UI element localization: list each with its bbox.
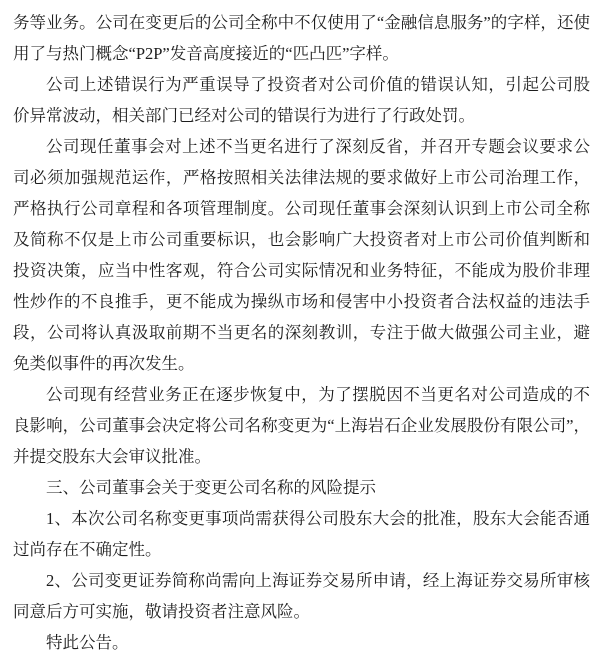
section-heading-risk-notice: 三、公司董事会关于变更公司名称的风险提示 (46, 478, 376, 497)
paragraph-board-reflection: 公司现任董事会对上述不当更名进行了深刻反省，并召开专题会议要求公司必须加强规范运作，严格按照相关法律法规的要求做好上市公司治理工作，严格执行公司章程和各项管理制度。公司现任董事会深刻认识到上市公司全称及简称不仅是上市公司重要标识，也会影响广大投资者对上市公司价值判断和投资决策，应当中性客观，符合公司实际情况和业务特征，不能成为股价非理性炒作的不良推手，更不能成为操纵市场和侵害中小投资者合法权益的违法手段，公司将认真汲取前期不当更名的深刻教训，专注于做大做强公司主业，避免类似事件的再次发生。 (13, 137, 590, 373)
risk-item-2: 2、公司变更证券简称尚需向上海证券交易所申请，经上海证券交易所审核同意后方可实施，敬请投资者注意风险。 (13, 571, 590, 621)
paragraph-name-change-decision: 公司现有经营业务正在逐步恢复中，为了摆脱因不当更名对公司造成的不良影响，公司董事会决定将公司名称变更为“上海岩石企业发展股份有限公司”，并提交股东大会审议批准。 (13, 385, 590, 466)
risk-item-1: 1、本次公司名称变更事项尚需获得公司股东大会的批准，股东大会能否通过尚存在不确定性。 (13, 509, 590, 559)
paragraph-continuation: 务等业务。公司在变更后的公司全称中不仅使用了“金融信息服务”的字样，还使用了与热门概念“P2P”发音高度接近的“匹凸匹”字样。 (13, 13, 590, 63)
closing-statement: 特此公告。 (46, 633, 129, 652)
paragraph-error-impact: 公司上述错误行为严重误导了投资者对公司价值的错误认知，引起公司股价异常波动，相关部门已经对公司的错误行为进行了行政处罚。 (13, 75, 590, 125)
